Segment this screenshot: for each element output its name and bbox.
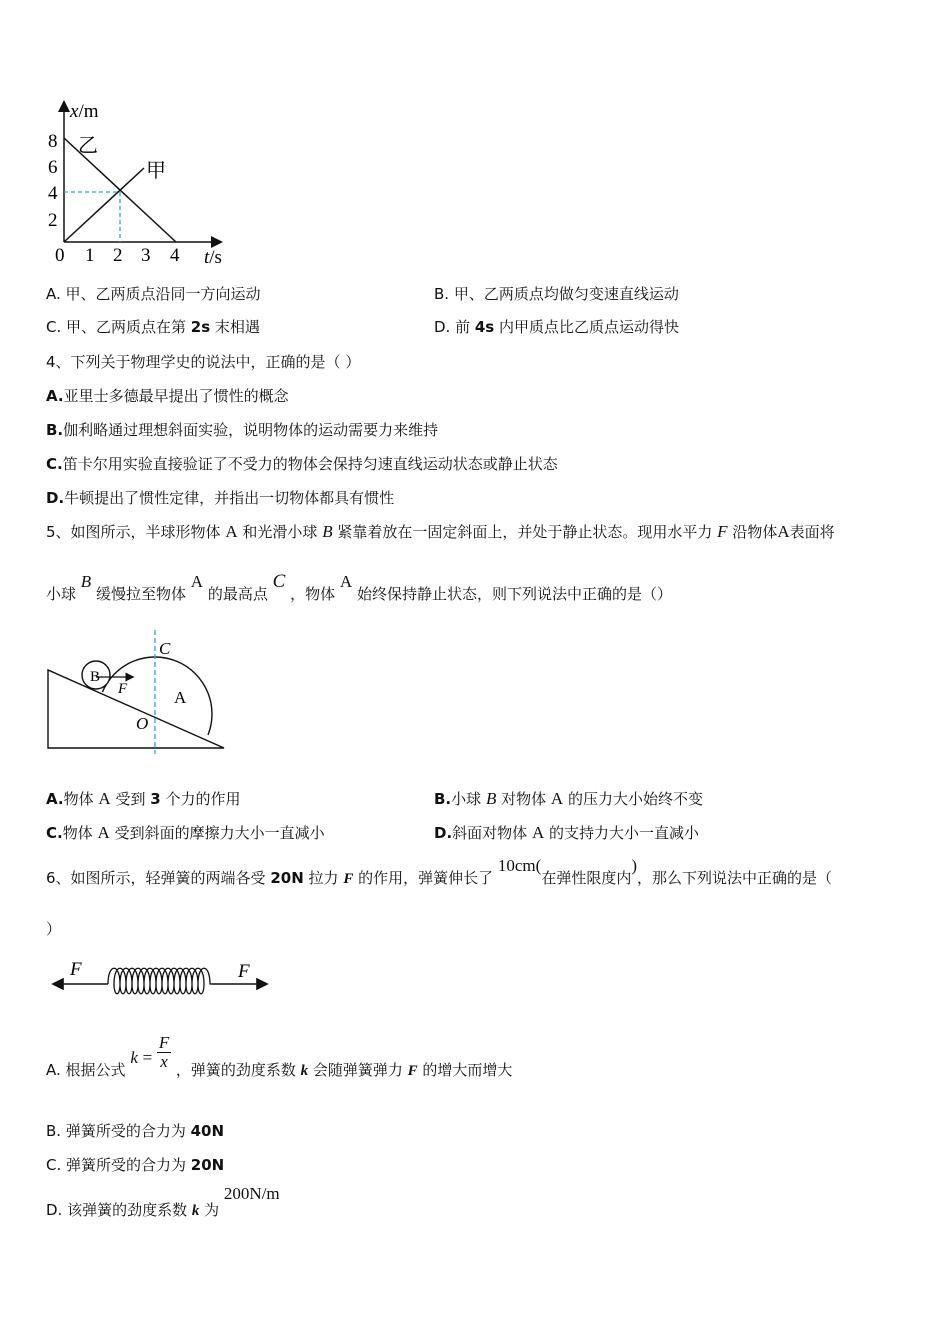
q6-option-d <box>46 1186 280 1220</box>
q6-d-text: D. 该弹簧的劲度系数 <box>46 1201 192 1219</box>
x-t-graph <box>40 95 240 270</box>
q6-stem-line2: ） <box>46 920 62 938</box>
incline <box>48 670 224 748</box>
q5-option-a <box>46 789 240 809</box>
q5-A2: A <box>777 522 790 541</box>
y-tick-4: 4 <box>48 183 58 204</box>
q5-a-A: A <box>98 789 111 808</box>
x-tick-3: 3 <box>141 245 151 266</box>
q3-option-c <box>46 317 260 337</box>
q5-l2b: 缓慢拉至物体 <box>95 585 186 603</box>
q3-d-text2: 内甲质点比乙质点运动得快 <box>494 318 680 336</box>
q6-b-bold: 40N <box>190 1122 225 1140</box>
label-jia: 甲 <box>146 158 166 182</box>
line-jia <box>64 168 144 242</box>
q5-A: A <box>225 522 238 541</box>
q5-c-letter: C. <box>46 824 63 842</box>
spring-figure <box>50 955 270 1005</box>
q5-s4: 沿物体 <box>732 523 778 541</box>
q5-b-t1: 小球 <box>451 790 482 808</box>
q5-option-b <box>434 789 703 809</box>
q6-a-F: F <box>407 1063 418 1079</box>
q6-d-val: 200N/m <box>223 1184 280 1203</box>
q3-option-a: A. 甲、乙两质点沿同一方向运动 <box>46 285 261 303</box>
q4-option-c <box>46 454 558 474</box>
y-tick-2: 2 <box>48 210 58 231</box>
fig-label-b: B <box>90 669 101 685</box>
q5-a-t3: 个力的作用 <box>165 790 241 808</box>
q4-d-text: 牛顿提出了惯性定律，并指出一切物体都具有惯性 <box>64 489 395 507</box>
q6-paren: ) <box>631 856 638 875</box>
q6-s5: ，那么下列说法中正确的是（ <box>637 869 833 887</box>
q5-B2: B <box>80 572 92 591</box>
q3-option-d <box>434 317 679 337</box>
q5-b-B: B <box>485 789 497 808</box>
q6-c-text: C. 弹簧所受的合力为 <box>46 1156 191 1174</box>
q5-c-t2: 受到斜面的摩擦力大小一直减小 <box>114 824 325 842</box>
q6-a-s2: 会随弹簧弹力 <box>308 1061 408 1079</box>
q6-a-den: x <box>160 1052 168 1071</box>
q4-b-letter: B. <box>46 421 64 439</box>
q6-a-s1: ，弹簧的劲度系数 <box>175 1061 301 1079</box>
x-axis-label: t/s <box>204 247 222 268</box>
q4-stem: 4、下列关于物理学史的说法中，正确的是（ ） <box>46 353 361 371</box>
fig-label-o: O <box>136 714 149 733</box>
q5-c-A: A <box>97 823 110 842</box>
q4-option-b <box>46 420 438 440</box>
fig-label-c: C <box>159 639 171 658</box>
q5-a-letter: A. <box>46 790 64 808</box>
q5-l2d: ，物体 <box>290 585 336 603</box>
q4-option-d <box>46 488 394 508</box>
q4-c-letter: C. <box>46 455 63 473</box>
q6-d-k: k <box>191 1203 200 1219</box>
q6-option-b <box>46 1121 224 1141</box>
spring-coil <box>108 968 212 994</box>
q5-s2: 和光滑小球 <box>242 523 318 541</box>
q5-C: C <box>272 571 286 592</box>
y-tick-8: 8 <box>48 131 58 152</box>
q5-c-t1: 物体 <box>62 824 93 842</box>
q5-d-letter: D. <box>434 824 453 842</box>
q5-l2e: 始终保持静止状态，则下列说法中正确的是（） <box>356 585 672 603</box>
x-tick-0: 0 <box>55 245 65 266</box>
q6-a-num: F <box>158 1033 170 1052</box>
q5-l2a: 小球 <box>46 585 77 603</box>
q5-b-t2: 对物体 <box>501 790 547 808</box>
q4-d-letter: D. <box>46 489 65 507</box>
x-tick-2: 2 <box>113 245 123 266</box>
q6-ext: 10cm( <box>497 856 542 875</box>
incline-figure <box>40 628 240 756</box>
q6-F: F <box>343 871 354 887</box>
q6-a-formula <box>130 1034 171 1071</box>
q5-s5: 表面将 <box>789 523 835 541</box>
q5-s1: 5、如图所示，半球形物体 <box>46 523 221 541</box>
q4-c-text: 笛卡尔用实验直接验证了不受力的物体会保持匀速直线运动状态或静止状态 <box>62 455 558 473</box>
q5-d-A: A <box>531 823 545 842</box>
spring-label-f-right: F <box>238 961 250 982</box>
q6-c-bold: 20N <box>190 1156 225 1174</box>
q5-a-n: 3 <box>150 790 161 808</box>
q3-c-bold: 2s <box>190 318 211 336</box>
x-tick-4: 4 <box>170 245 180 266</box>
q5-d-t2: 的支持力大小一直减小 <box>549 824 700 842</box>
q5-s3: 紧靠着放在一固定斜面上，并处于静止状态。现用水平力 <box>337 523 713 541</box>
q6-s4: 在弹性限度内 <box>541 869 632 887</box>
spring-label-f-left: F <box>70 959 82 980</box>
q5-b-t3: 的压力大小始终不变 <box>567 790 703 808</box>
q3-option-b: B. 甲、乙两质点均做匀变速直线运动 <box>434 285 679 303</box>
q5-b-A: A <box>550 789 564 808</box>
y-tick-6: 6 <box>48 157 58 178</box>
q6-a-s3: 的增大而增大 <box>417 1061 513 1079</box>
y-axis-label: x/m <box>70 101 99 122</box>
fig-label-f: F <box>118 681 128 697</box>
q3-c-text2: 末相遇 <box>210 318 260 336</box>
q6-stem-line1 <box>46 856 832 886</box>
q6-s2: 拉力 <box>303 869 344 887</box>
q4-option-a <box>46 386 289 406</box>
q5-stem-line2 <box>46 572 672 612</box>
q5-b-letter: B. <box>434 790 452 808</box>
q6-b-text: B. 弹簧所受的合力为 <box>46 1122 191 1140</box>
q6-a-k: k <box>130 1048 138 1067</box>
q5-l2c: 的最高点 <box>207 585 268 603</box>
q5-a-t1: 物体 <box>63 790 94 808</box>
q6-a-fraction <box>157 1034 171 1071</box>
q3-c-text: C. 甲、乙两质点在第 <box>46 318 191 336</box>
q6-s1: 6、如图所示，轻弹簧的两端各受 <box>46 869 271 887</box>
q6-d-s: 为 <box>199 1201 220 1219</box>
q5-F: F <box>717 522 728 541</box>
q5-option-d <box>434 823 699 843</box>
q6-a-eq: = <box>142 1048 153 1067</box>
q6-n: 20N <box>270 869 304 887</box>
q5-A3: A <box>190 572 204 591</box>
q5-B: B <box>322 522 333 541</box>
x-tick-1: 1 <box>85 245 95 266</box>
q6-a-pre: A. 根据公式 <box>46 1061 126 1079</box>
q6-a-k2: k <box>300 1063 309 1079</box>
q4-b-text: 伽利略通过理想斜面实验，说明物体的运动需要力来维持 <box>63 421 439 439</box>
q6-s3: 的作用，弹簧伸长了 <box>353 869 494 887</box>
q5-d-t1: 斜面对物体 <box>452 824 528 842</box>
q4-a-text: 亚里士多德最早提出了惯性的概念 <box>63 387 289 405</box>
q3-d-text: D. 前 <box>434 318 475 336</box>
q5-stem-line1 <box>46 522 835 542</box>
q3-d-bold: 4s <box>474 318 495 336</box>
q6-option-c <box>46 1155 224 1175</box>
q6-option-a <box>46 1033 513 1086</box>
q5-option-c <box>46 823 325 843</box>
q5-a-t2: 受到 <box>115 790 146 808</box>
fig-label-a: A <box>174 688 187 707</box>
q5-A4: A <box>339 572 353 591</box>
q4-a-letter: A. <box>46 387 64 405</box>
label-yi: 乙 <box>78 133 98 157</box>
